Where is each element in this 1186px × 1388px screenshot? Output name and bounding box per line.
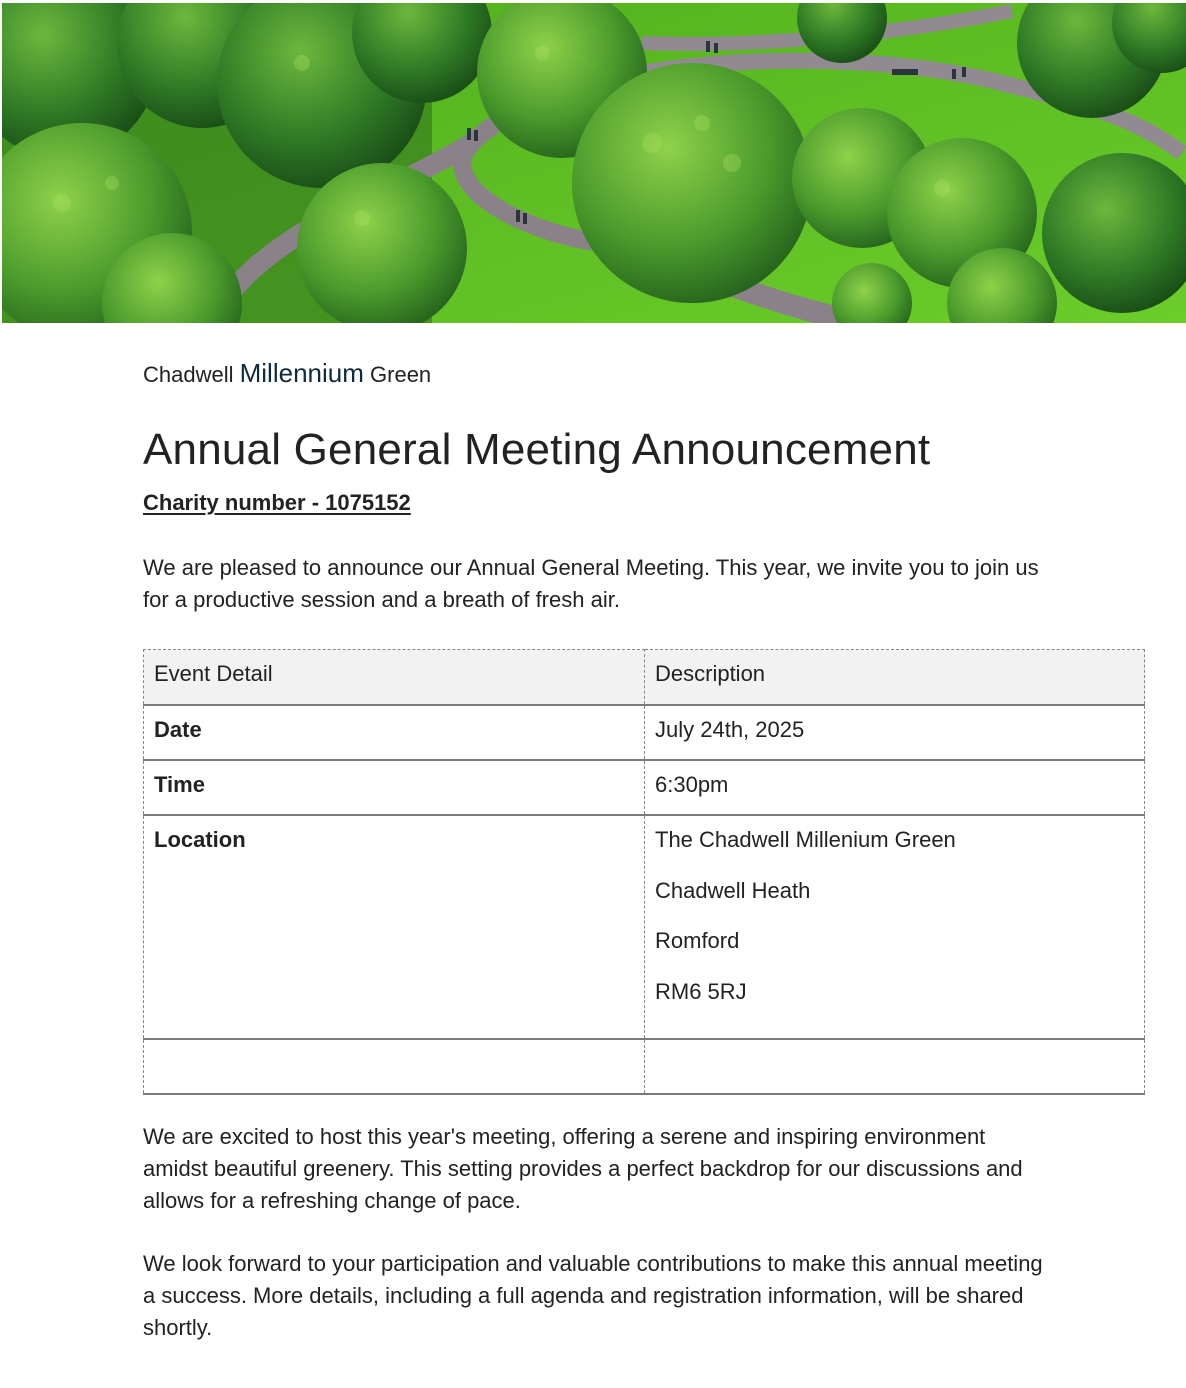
empty-cell	[144, 1039, 645, 1094]
organization-name	[143, 358, 431, 389]
header-description: Description	[645, 650, 1145, 706]
org-name-part-1: Chadwell	[143, 362, 234, 387]
event-details-table	[143, 649, 1145, 1095]
location-line-3: Romford	[655, 928, 740, 953]
closing-paragraph: We look forward to your participation and valuable contributions to make this annual meeting a success. More details, including a full agenda and registration information, will be shared shortly.	[143, 1251, 1043, 1340]
table-row	[144, 760, 1145, 815]
date-label: Date	[144, 705, 645, 760]
org-name-part-2: Millennium	[239, 358, 364, 388]
time-value: 6:30pm	[645, 760, 1145, 815]
page-title: Annual General Meeting Announcement	[143, 425, 931, 474]
time-label: Time	[144, 760, 645, 815]
header-event-detail: Event Detail	[144, 650, 645, 706]
intro-paragraph: We are pleased to announce our Annual General Meeting. This year, we invite you to join us for a productive session and a breath of fresh air.	[143, 555, 1039, 612]
location-value	[645, 815, 1145, 1039]
org-name-part-3: Green	[370, 362, 432, 387]
location-line-2: Chadwell Heath	[655, 877, 811, 903]
empty-cell	[645, 1039, 1145, 1094]
setting-paragraph: We are excited to host this year's meeting, offering a serene and inspiring environment amidst beautiful greenery. This setting provides a perfect backdrop for our discussions and allows for a refreshing change of pace.	[143, 1124, 1023, 1213]
date-value: July 24th, 2025	[645, 705, 1145, 760]
location-line-1: The Chadwell Millenium Green	[655, 827, 956, 852]
location-line-4: RM6 5RJ	[655, 978, 747, 1004]
location-label: Location	[144, 815, 645, 1039]
table-header-row	[144, 650, 1145, 706]
table-row	[144, 705, 1145, 760]
empty-table-row	[144, 1039, 1145, 1094]
park-banner-image	[2, 3, 1186, 323]
charity-number: Charity number - 1075152	[143, 490, 411, 515]
table-row	[144, 815, 1145, 1039]
